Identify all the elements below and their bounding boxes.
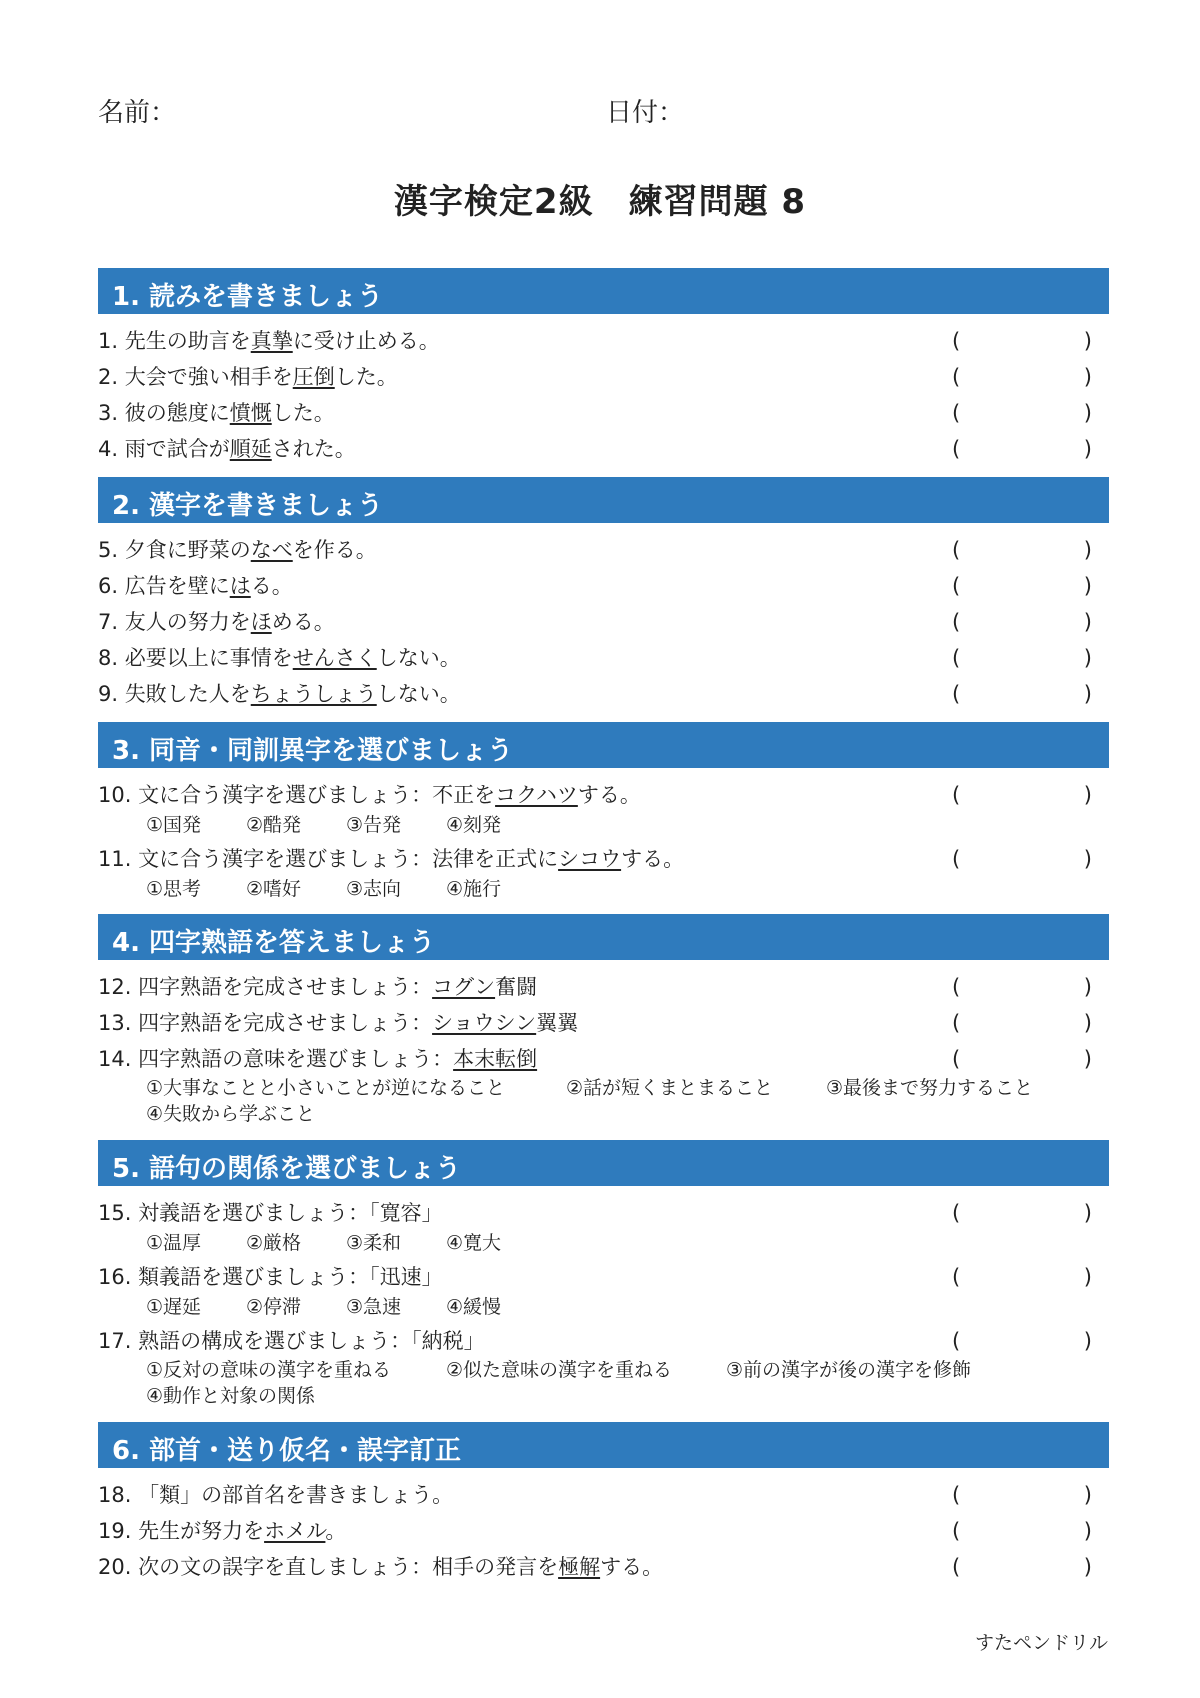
options-11 — [146, 876, 501, 902]
answer-blank-14[interactable]: ( ) — [952, 1047, 1092, 1071]
option: ④刻発 — [446, 814, 502, 836]
option: ③急速 — [346, 1296, 402, 1318]
option: ④緩慢 — [446, 1296, 502, 1318]
answer-blank-16[interactable]: ( ) — [952, 1265, 1092, 1289]
option: ④失敗から学ぶこと — [146, 1103, 316, 1125]
answer-blank-19[interactable]: ( ) — [952, 1519, 1092, 1543]
question-9: 9. 失敗した人をちょうしょうしない。 — [98, 682, 461, 706]
section-heading: 5. 語句の関係を選びましょう — [112, 1154, 462, 1184]
options-17 — [146, 1357, 1096, 1409]
option: ①大事なことと小さいことが逆になること — [146, 1077, 506, 1099]
question-5: 5. 夕食に野菜のなべを作る。 — [98, 538, 377, 562]
question-8: 8. 必要以上に事情をせんさくしない。 — [98, 646, 461, 670]
question-1: 1. 先生の助言を真摯に受け止める。 — [98, 329, 440, 353]
option: ①温厚 — [146, 1232, 202, 1254]
options-15 — [146, 1230, 501, 1256]
question-14: 14. 四字熟語の意味を選びましょう：本末転倒 — [98, 1047, 538, 1071]
options-16 — [146, 1294, 501, 1320]
option: ②話が短くまとまること — [566, 1077, 774, 1099]
option: ①国発 — [146, 814, 202, 836]
question-13: 13. 四字熟語を完成させましょう：ショウシン翼翼 — [98, 1011, 579, 1035]
underlined-term: 本末転倒 — [453, 1047, 538, 1071]
name-label: 名前： — [98, 98, 177, 128]
section-1-header — [98, 268, 1109, 314]
question-20: 20. 次の文の誤字を直しましょう：相手の発言を極解する。 — [98, 1555, 664, 1579]
answer-blank-1[interactable]: ( ) — [952, 329, 1092, 353]
option: ④動作と対象の関係 — [146, 1385, 316, 1407]
option: ①思考 — [146, 878, 202, 900]
option: ③柔和 — [346, 1232, 402, 1254]
answer-blank-3[interactable]: ( ) — [952, 401, 1092, 425]
option: ②似た意味の漢字を重ねる — [446, 1359, 673, 1381]
section-3-header — [98, 722, 1109, 768]
underlined-term: 順延 — [229, 437, 272, 461]
option: ②嗜好 — [246, 878, 302, 900]
underlined-term: は — [229, 574, 251, 598]
underlined-term: なべ — [250, 538, 293, 562]
section-2-header — [98, 477, 1109, 523]
question-3: 3. 彼の態度に憤慨した。 — [98, 401, 335, 425]
underlined-term: ショウシン — [432, 1011, 537, 1035]
section-heading: 6. 部首・送り仮名・誤字訂正 — [112, 1436, 462, 1466]
question-11: 11. 文に合う漢字を選びましょう：法律を正式にシコウする。 — [98, 847, 685, 871]
answer-blank-6[interactable]: ( ) — [952, 574, 1092, 598]
option: ①反対の意味の漢字を重ねる — [146, 1359, 392, 1381]
question-12: 12. 四字熟語を完成させましょう：コグン奮闘 — [98, 975, 538, 999]
question-7: 7. 友人の努力をほめる。 — [98, 610, 335, 634]
question-17: 17. 熟語の構成を選びましょう：「納税」 — [98, 1329, 485, 1353]
option: ④施行 — [446, 878, 502, 900]
date-label: 日付： — [606, 98, 685, 128]
underlined-term: ほ — [250, 610, 272, 634]
question-6: 6. 広告を壁にはる。 — [98, 574, 293, 598]
option: ②停滞 — [246, 1296, 302, 1318]
question-18: 18. 「類」の部首名を書きましょう。 — [98, 1483, 454, 1507]
answer-blank-5[interactable]: ( ) — [952, 538, 1092, 562]
question-4: 4. 雨で試合が順延された。 — [98, 437, 356, 461]
answer-blank-20[interactable]: ( ) — [952, 1555, 1092, 1579]
option: ②酷発 — [246, 814, 302, 836]
underlined-term: コグン — [432, 975, 496, 999]
underlined-term: 憤慨 — [229, 401, 272, 425]
options-10 — [146, 812, 501, 838]
option: ③前の漢字が後の漢字を修飾 — [726, 1359, 972, 1381]
answer-blank-2[interactable]: ( ) — [952, 365, 1092, 389]
underlined-term: 真摯 — [250, 329, 293, 353]
section-4-header — [98, 914, 1109, 960]
answer-blank-11[interactable]: ( ) — [952, 847, 1092, 871]
answer-blank-13[interactable]: ( ) — [952, 1011, 1092, 1035]
section-heading: 1. 読みを書きましょう — [112, 282, 384, 312]
page-title: 漢字検定2級 練習問題 8 — [393, 182, 807, 222]
option: ③告発 — [346, 814, 402, 836]
underlined-term: 極解 — [558, 1555, 601, 1579]
underlined-term: コクハツ — [495, 783, 578, 807]
question-2: 2. 大会で強い相手を圧倒した。 — [98, 365, 398, 389]
underlined-term: シコウ — [558, 847, 622, 871]
answer-blank-8[interactable]: ( ) — [952, 646, 1092, 670]
answer-blank-4[interactable]: ( ) — [952, 437, 1092, 461]
underlined-term: ちょうしょう — [250, 682, 377, 706]
question-15: 15. 対義語を選びましょう：「寛容」 — [98, 1201, 443, 1225]
answer-blank-9[interactable]: ( ) — [952, 682, 1092, 706]
underlined-term: 圧倒 — [292, 365, 335, 389]
section-heading: 4. 四字熟語を答えましょう — [112, 928, 436, 958]
underlined-term: せんさく — [292, 646, 377, 670]
underlined-term: ホメル — [264, 1519, 326, 1543]
section-6-header — [98, 1422, 1109, 1468]
section-heading: 3. 同音・同訓異字を選びましょう — [112, 736, 514, 766]
brand-footer: すたペンドリル — [974, 1632, 1108, 1654]
options-14 — [146, 1075, 1096, 1127]
option: ③最後まで努力すること — [826, 1077, 1034, 1099]
question-16: 16. 類義語を選びましょう：「迅速」 — [98, 1265, 443, 1289]
option: ①遅延 — [146, 1296, 202, 1318]
answer-blank-18[interactable]: ( ) — [952, 1483, 1092, 1507]
answer-blank-17[interactable]: ( ) — [952, 1329, 1092, 1353]
section-heading: 2. 漢字を書きましょう — [112, 491, 384, 521]
answer-blank-15[interactable]: ( ) — [952, 1201, 1092, 1225]
answer-blank-12[interactable]: ( ) — [952, 975, 1092, 999]
answer-blank-10[interactable]: ( ) — [952, 783, 1092, 807]
section-5-header — [98, 1140, 1109, 1186]
option: ④寛大 — [446, 1232, 502, 1254]
answer-blank-7[interactable]: ( ) — [952, 610, 1092, 634]
question-19: 19. 先生が努力をホメル。 — [98, 1519, 347, 1543]
option: ③志向 — [346, 878, 402, 900]
question-10: 10. 文に合う漢字を選びましょう：不正をコクハツする。 — [98, 783, 641, 807]
option: ②厳格 — [246, 1232, 302, 1254]
